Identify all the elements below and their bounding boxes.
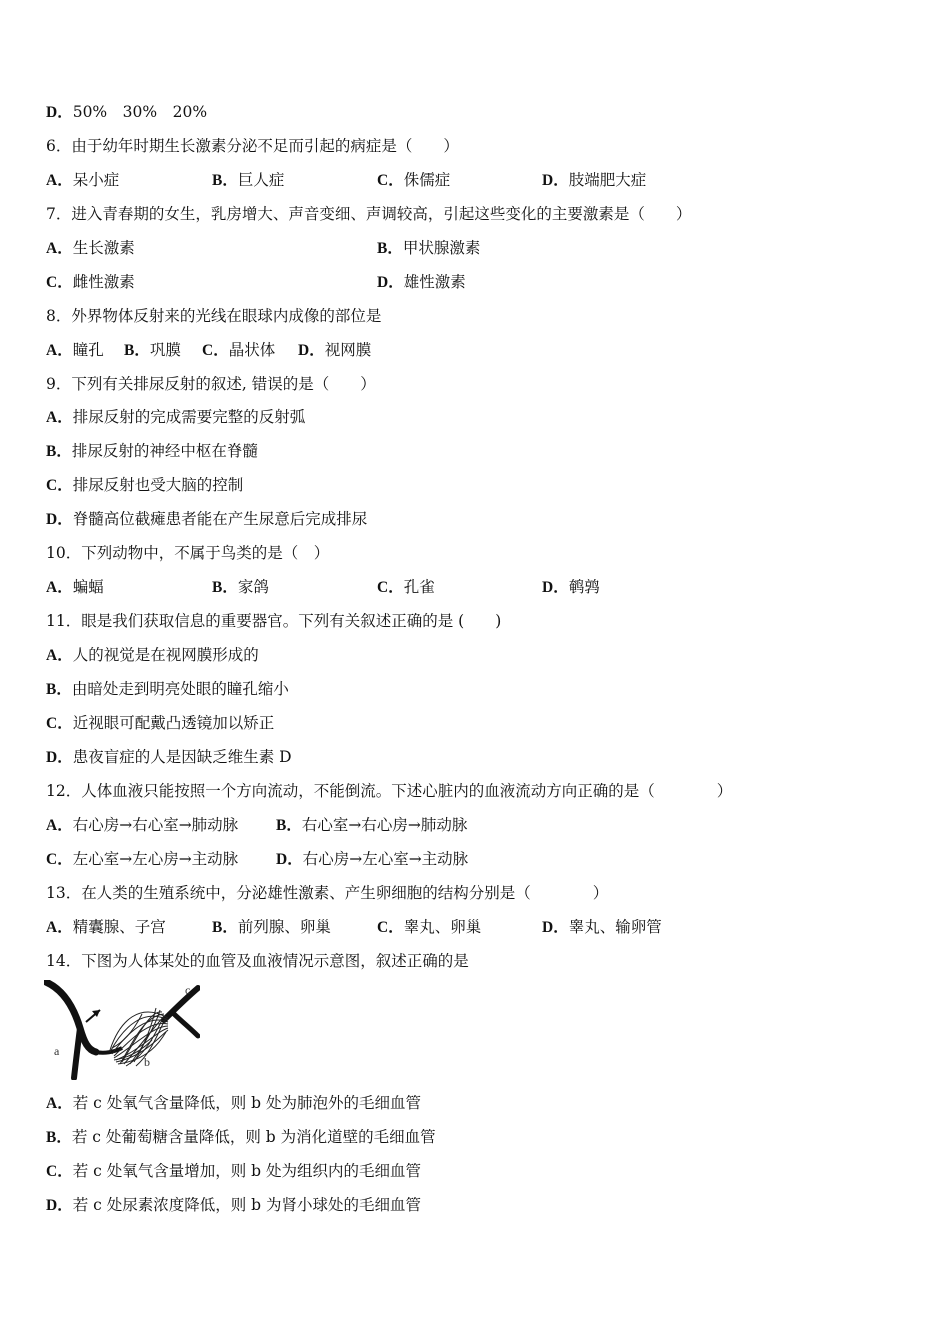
q12-options-row2 — [46, 848, 906, 870]
q6-option-b: B．巨人症 — [212, 171, 285, 189]
q10-options — [46, 576, 906, 598]
q13-stem: 13．在人类的生殖系统中，分泌雄性激素、产生卵细胞的结构分别是（ ） — [46, 884, 609, 902]
q11-option-b: B．由暗处走到明亮处眼的瞳孔缩小 — [46, 680, 289, 698]
q6-option-a: A．呆小症 — [46, 171, 120, 189]
q13-option-b: B．前列腺、卵巢 — [212, 918, 331, 936]
q9-option-c: C．排尿反射也受大脑的控制 — [46, 476, 244, 494]
q6-option-d: D．肢端肥大症 — [542, 171, 647, 189]
q9-stem: 9．下列有关排尿反射的叙述, 错误的是（ ） — [46, 375, 376, 393]
q6-options — [46, 169, 906, 191]
q11-option-a: A．人的视觉是在视网膜形成的 — [46, 646, 259, 664]
q13-option-a: A．精囊腺、子宫 — [46, 918, 166, 936]
q12-option-d: D．右心房→左心室→主动脉 — [276, 850, 469, 868]
q5-option-d — [46, 101, 207, 124]
blood-vessel-diagram — [44, 980, 200, 1080]
q7-stem: 7．进入青春期的女生，乳房增大、声音变细、声调较高，引起这些变化的主要激素是（ ） — [46, 205, 692, 223]
label-b: b — [144, 1055, 150, 1069]
q10-option-b: B．家鸽 — [212, 578, 269, 596]
q12-stem: 12．人体血液只能按照一个方向流动，不能倒流。下述心脏内的血液流动方向正确的是（ ） — [46, 782, 733, 800]
q10-option-a: A．蝙蝠 — [46, 578, 104, 596]
q14-option-b: B．若 c 处葡萄糖含量降低，则 b 为消化道壁的毛细血管 — [46, 1128, 436, 1146]
q9-option-b: B．排尿反射的神经中枢在脊髓 — [46, 442, 258, 460]
q8-options — [46, 339, 906, 361]
q6-stem: 6．由于幼年时期生长激素分泌不足而引起的病症是（ ） — [46, 137, 459, 155]
q8-option-d: D．视网膜 — [298, 341, 372, 359]
option-label: D． — [46, 104, 73, 121]
q11-option-c: C．近视眼可配戴凸透镜加以矫正 — [46, 714, 275, 732]
q7-options-row1 — [46, 237, 906, 259]
q7-option-a: A．生长激素 — [46, 239, 135, 257]
q9-option-d: D．脊髓高位截瘫患者能在产生尿意后完成排尿 — [46, 510, 368, 528]
q12-option-a: A．右心房→右心室→肺动脉 — [46, 816, 239, 834]
q12-options-row1 — [46, 814, 906, 836]
q11-stem: 11．眼是我们获取信息的重要器官。下列有关叙述正确的是 ( ) — [46, 612, 502, 630]
q8-option-c: C．晶状体 — [202, 341, 276, 359]
q12-option-b: B．右心室→右心房→肺动脉 — [276, 816, 468, 834]
q7-option-c: C．雌性激素 — [46, 273, 135, 291]
q7-option-b: B．甲状腺激素 — [377, 239, 481, 257]
q13-option-d: D．睾丸、输卵管 — [542, 918, 662, 936]
label-a: a — [54, 1044, 60, 1058]
q13-option-c: C．睾丸、卵巢 — [377, 918, 482, 936]
capillary-network-illustration — [44, 980, 200, 1080]
q11-option-d: D．患夜盲症的人是因缺乏维生素 D — [46, 748, 292, 766]
q14-option-a: A．若 c 处氧气含量降低，则 b 处为肺泡外的毛细血管 — [46, 1094, 422, 1112]
q7-options-row2 — [46, 271, 906, 293]
q10-stem: 10．下列动物中，不属于鸟类的是（ ） — [46, 544, 330, 562]
q7-option-d: D．雄性激素 — [377, 273, 466, 291]
option-text: 50% 30% 20% — [72, 103, 208, 121]
q6-option-c: C．侏儒症 — [377, 171, 451, 189]
q8-stem: 8．外界物体反射来的光线在眼球内成像的部位是 — [46, 307, 382, 325]
q8-option-b: B．巩膜 — [124, 341, 181, 359]
q14-option-d: D．若 c 处尿素浓度降低，则 b 为肾小球处的毛细血管 — [46, 1196, 422, 1214]
q12-option-c: C．左心室→左心房→主动脉 — [46, 850, 239, 868]
q14-stem: 14．下图为人体某处的血管及血液情况示意图，叙述正确的是 — [46, 952, 469, 970]
q10-option-c: C．孔雀 — [377, 578, 435, 596]
q8-option-a: A．瞳孔 — [46, 341, 104, 359]
q13-options — [46, 916, 906, 938]
q10-option-d: D．鹌鹑 — [542, 578, 600, 596]
label-c: c — [185, 983, 191, 997]
q9-option-a: A．排尿反射的完成需要完整的反射弧 — [46, 408, 306, 426]
q14-option-c: C．若 c 处氧气含量增加，则 b 处为组织内的毛细血管 — [46, 1162, 422, 1180]
